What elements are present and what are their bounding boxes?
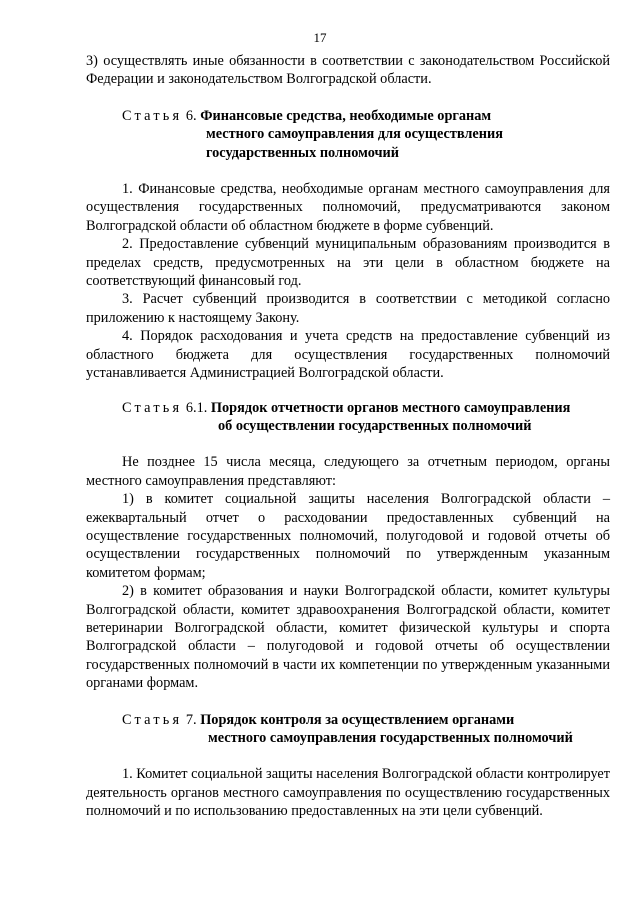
page-number: 17	[313, 30, 327, 45]
article-6-heading	[86, 107, 610, 162]
article-title-line: государственных полномочий	[206, 144, 400, 161]
article-6-paragraph-3: 3. Расчет субвенций производится в соответствии с методикой согласно приложению к настоящему Закону.	[86, 291, 610, 326]
article-number: 6.1.	[185, 399, 208, 416]
article-title-line: об осуществлении государственных полномочий	[218, 417, 532, 434]
article-title-line: Порядок контроля за осуществлением органами	[200, 711, 515, 728]
article-number: 6.	[185, 107, 197, 124]
article-7-paragraph-1: 1. Комитет социальной защиты населения Волгоградской области контролирует деятельность органов местного самоуправления по осуществлению государственных полномочий и по использованию предоставленных на эти цели субвенций.	[86, 766, 611, 820]
article-title-line: Финансовые средства, необходимые органам	[200, 107, 492, 124]
article-6-paragraph-4: 4. Порядок расходования и учета средств на предоставление субвенций из областного бюджета для осуществления государственных полномочий устанавливается Администрацией Волгоградской области.	[86, 328, 610, 382]
article-word: Статья	[122, 399, 183, 416]
article-7-heading	[86, 711, 610, 748]
article-word: Статья	[122, 711, 183, 728]
document-body	[86, 52, 610, 821]
article-number: 7.	[185, 711, 197, 728]
article-title-line: местного самоуправления для осуществления	[206, 126, 503, 143]
article-6-1-paragraph-1: 1) в комитет социальной защиты населения Волгоградской области – ежеквартальный отчет о расходовании предоставленных субвенций на осуществление государственных полномочий, полугодовой и годовой отчеты об осуществлении государственных полномочий по утвержденным указанным комитетом формам;	[86, 491, 610, 581]
article-6-paragraph-2: 2. Предоставление субвенций муниципальным образованиям производится в пределах средств, предусмотренных на эти цели в областном бюджете на соответствующий финансовый год.	[86, 236, 610, 290]
article-title-line: местного самоуправления государственных полномочий	[208, 730, 573, 746]
article-6-1-paragraph-0: Не позднее 15 числа месяца, следующего за отчетным периодом, органы местного самоуправления представляют:	[86, 454, 610, 489]
intro-paragraph: 3) осуществлять иные обязанности в соответствии с законодательством Российской Федерации и законодательством Волгоградской области.	[86, 53, 610, 88]
article-6-paragraph-1: 1. Финансовые средства, необходимые органам местного самоуправления для осуществления государственных полномочий, предусматриваются законом Волгоградской области об областном бюджете в форме субвенций.	[86, 181, 610, 234]
article-title-line: Порядок отчетности органов местного самоуправления	[210, 399, 571, 416]
article-6-1-heading	[86, 399, 610, 436]
article-6-1-paragraph-2: 2) в комитет образования и науки Волгоградской области, комитет культуры Волгоградской области, комитет здравоохранения Волгоградской области, комитет ветеринарии Волгоградской области, комитет физической культуры и спорта Волгоградской области – полугодовой и годовой отчеты об осуществлении государственных полномочий в части их компетенции по утвержденным указанными органами формам.	[86, 583, 610, 692]
article-word: Статья	[122, 107, 183, 124]
